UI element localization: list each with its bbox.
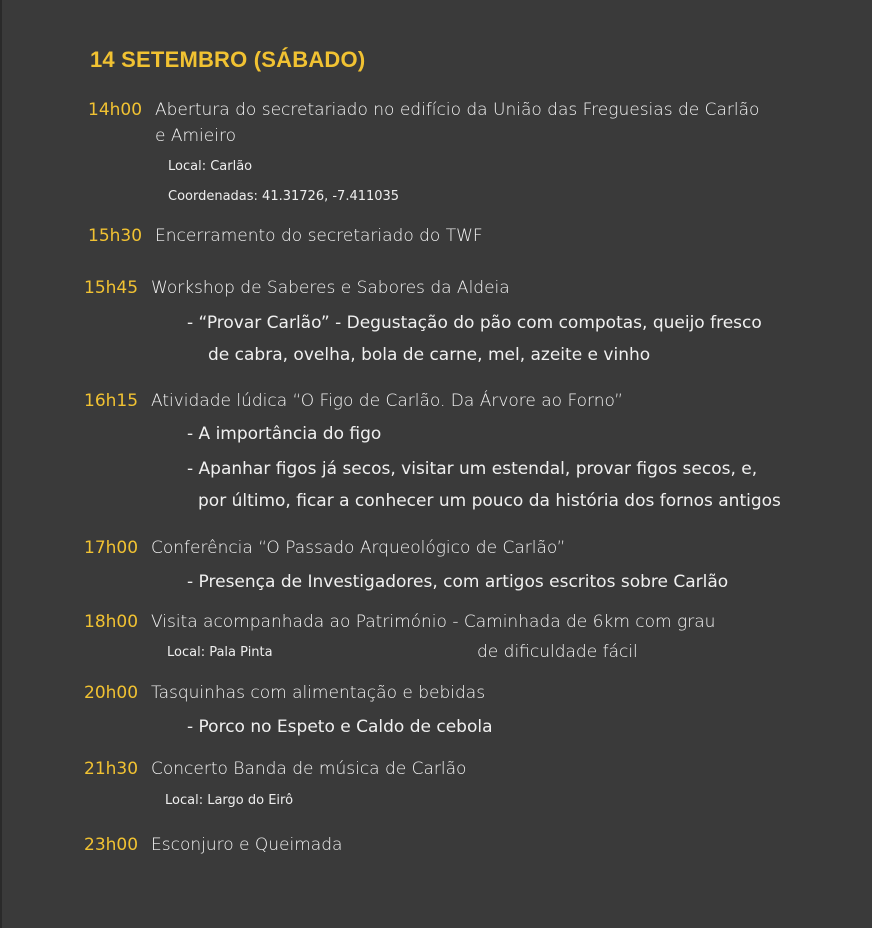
event-subitem: - “Provar Carlão” - Degustação do pão com compotas, queijo fresco	[187, 313, 762, 333]
event-description: Concerto Banda de música de Carlão	[151, 759, 467, 779]
event-coordinates: Coordenadas: 41.31726, -7.411035	[168, 189, 400, 204]
event-subitem: - Porco no Espeto e Caldo de cebola	[187, 717, 493, 737]
event-time: 20h00	[84, 683, 139, 703]
event-time: 15h30	[88, 226, 143, 246]
event-time: 16h15	[84, 391, 139, 411]
event-location: Local: Carlão	[168, 159, 253, 174]
event-time: 18h00	[84, 612, 139, 632]
event-time: 23h00	[84, 835, 139, 855]
event-description: Visita acompanhada ao Património - Caminhada de 6km com grau	[151, 612, 716, 632]
event-subitem: - Presença de Investigadores, com artigos escritos sobre Carlão	[187, 572, 729, 592]
event-description: Workshop de Saberes e Sabores da Aldeia	[151, 278, 510, 298]
event-time: 21h30	[84, 759, 139, 779]
event-time: 17h00	[84, 538, 139, 558]
event-subitem-cont: de cabra, ovelha, bola de carne, mel, azeite e vinho	[208, 345, 651, 365]
event-description: Abertura do secretariado no edifício da União das Freguesias de Carlão	[155, 100, 760, 120]
event-subitem-cont: por último, ficar a conhecer um pouco da história dos fornos antigos	[198, 491, 781, 511]
event-description-cont: e Amieiro	[155, 126, 236, 146]
page-title: 14 SETEMBRO (SÁBADO)	[90, 47, 366, 72]
event-time: 14h00	[88, 100, 143, 120]
event-location: Local: Pala Pinta	[167, 645, 273, 660]
event-time: 15h45	[84, 278, 139, 298]
event-description: Encerramento do secretariado do TWF	[155, 226, 483, 246]
event-description: Esconjuro e Queimada	[151, 835, 343, 855]
event-description: Tasquinhas com alimentação e bebidas	[151, 683, 486, 703]
event-description: Atividade lúdica “O Figo de Carlão. Da Árvore ao Forno”	[151, 391, 624, 411]
event-description: Conferência “O Passado Arqueológico de Carlão”	[151, 538, 566, 558]
event-subitem: - Apanhar figos já secos, visitar um estendal, provar figos secos, e,	[187, 459, 758, 479]
event-description-cont: de dificuldade fácil	[477, 642, 638, 662]
event-subitem: - A importância do figo	[187, 424, 382, 444]
event-location: Local: Largo do Eirô	[165, 793, 294, 808]
